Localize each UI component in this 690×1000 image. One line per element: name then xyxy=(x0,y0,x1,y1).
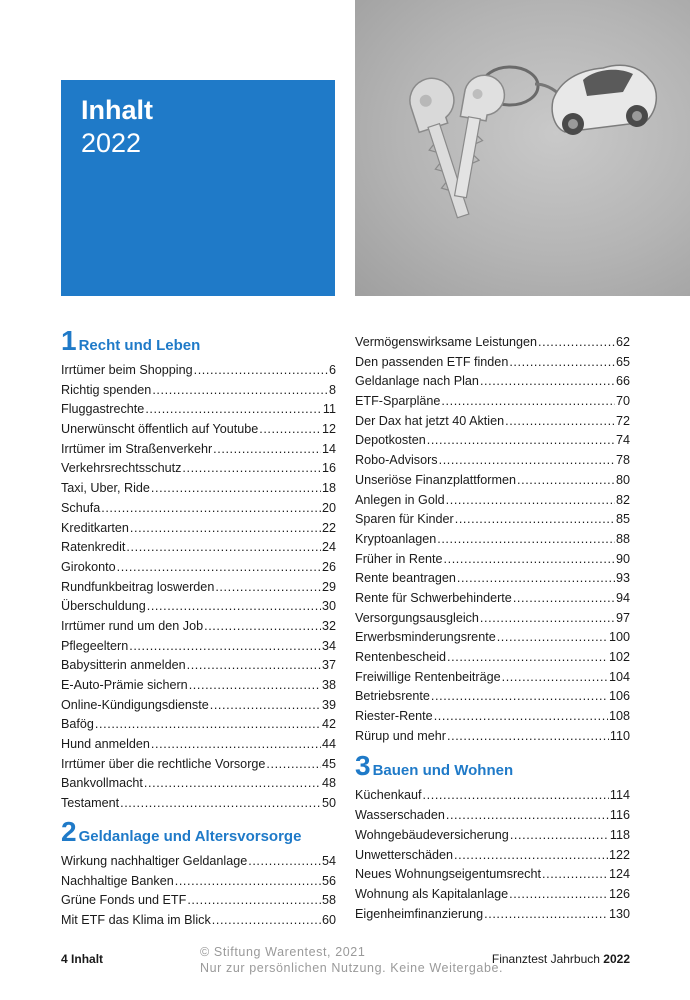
toc-entry-label: Kryptoanlagen xyxy=(355,531,437,546)
toc-entry-page: 97 xyxy=(615,610,630,625)
toc-entry[interactable] xyxy=(355,648,630,668)
toc-entry-page: 37 xyxy=(321,658,336,673)
dot-leader xyxy=(480,609,615,629)
toc-entry[interactable] xyxy=(355,392,630,412)
toc-entry-page: 38 xyxy=(321,678,336,692)
toc-entry-page: 32 xyxy=(321,618,336,633)
toc-entry-label: Verkehrsrechtsschutz xyxy=(61,461,182,476)
page-title: Inhalt xyxy=(81,95,153,125)
dot-leader xyxy=(213,440,321,460)
toc-entry-page: 8 xyxy=(328,382,336,397)
dot-leader xyxy=(437,530,615,550)
dot-leader xyxy=(446,491,615,511)
toc-entry-page: 90 xyxy=(615,551,630,566)
toc-entry[interactable] xyxy=(61,519,336,539)
watermark xyxy=(200,944,503,976)
dot-leader xyxy=(423,786,609,806)
section-number: 3 xyxy=(355,750,371,782)
toc-entry-page: 18 xyxy=(321,481,336,496)
toc-entry[interactable] xyxy=(355,628,630,648)
dot-leader xyxy=(484,905,608,925)
toc-entry-label: Kreditkarten xyxy=(61,520,129,535)
toc-entry-page: 45 xyxy=(321,756,336,771)
toc-entry-label: Betriebsrente xyxy=(355,689,430,704)
toc-entry-label: Riester-Rente xyxy=(355,709,433,724)
dot-leader xyxy=(182,459,321,479)
toc-entry-page: 14 xyxy=(321,441,336,456)
toc-entry[interactable] xyxy=(61,735,336,755)
toc-entry-label: Neues Wohnungseigentumsrecht xyxy=(355,867,541,882)
toc-entry-label: Irrtümer im Straßenverkehr xyxy=(61,441,213,456)
toc-entry[interactable] xyxy=(355,333,630,353)
toc-entry[interactable] xyxy=(355,786,630,806)
toc-entry-label: Nachhaltige Banken xyxy=(61,873,174,888)
car-keys-icon xyxy=(355,0,690,296)
footer-section: Inhalt xyxy=(71,952,104,966)
toc-entry[interactable] xyxy=(61,578,336,598)
toc-entry-label: Depotkosten xyxy=(355,433,426,448)
dot-leader xyxy=(513,589,615,609)
section-number: 2 xyxy=(61,815,77,847)
toc-entry[interactable] xyxy=(355,353,630,373)
toc-entry-page: 30 xyxy=(321,599,336,614)
toc-entry[interactable] xyxy=(61,852,336,872)
toc-entry-label: Rentenbescheid xyxy=(355,650,447,664)
dot-leader xyxy=(152,381,328,401)
dot-leader xyxy=(117,558,321,578)
toc-entry[interactable] xyxy=(355,412,630,432)
dot-leader xyxy=(248,852,321,872)
toc-entry-label: Versorgungsausgleich xyxy=(355,610,479,625)
toc-entry-label: Schufa xyxy=(61,500,101,515)
dot-leader xyxy=(497,628,608,648)
dot-leader xyxy=(431,687,608,707)
toc-entry-page: 124 xyxy=(608,867,630,882)
toc-entry-page: 48 xyxy=(321,776,336,791)
toc-entry-label: Früher in Rente xyxy=(355,551,443,566)
dot-leader xyxy=(538,333,615,353)
toc-entry[interactable] xyxy=(61,656,336,676)
toc-entry[interactable] xyxy=(355,668,630,688)
toc-entry-page: 11 xyxy=(322,402,336,417)
dot-leader xyxy=(454,846,608,866)
toc-entry[interactable] xyxy=(61,499,336,519)
toc-entry[interactable] xyxy=(355,826,630,846)
toc-entry[interactable] xyxy=(355,431,630,451)
toc-entry[interactable] xyxy=(61,755,336,775)
footer-publication: Finanztest Jahrbuch xyxy=(491,952,600,966)
toc-entry[interactable] xyxy=(61,400,336,420)
toc-entry-label: Grüne Fonds und ETF xyxy=(61,893,187,908)
toc-entry[interactable] xyxy=(61,558,336,578)
toc-entry[interactable] xyxy=(355,806,630,826)
toc-entry-label: Überschuldung xyxy=(61,599,146,614)
dot-leader xyxy=(439,451,615,471)
dot-leader xyxy=(126,538,321,558)
toc-entry-page: 39 xyxy=(321,697,336,712)
dot-leader xyxy=(144,774,321,794)
toc-entry-page: 16 xyxy=(321,461,336,476)
toc-entry-page: 94 xyxy=(615,590,630,605)
toc-entry[interactable] xyxy=(61,774,336,794)
toc-entry[interactable] xyxy=(61,891,336,911)
toc-entry-label: Babysitterin anmelden xyxy=(61,658,186,673)
dot-leader xyxy=(101,499,321,519)
dot-leader xyxy=(510,826,609,846)
toc-entry-page: 118 xyxy=(609,827,630,842)
toc-entry-page: 93 xyxy=(615,571,630,586)
toc-entry-label: Freiwillige Rentenbeiträge xyxy=(355,669,501,684)
toc-entry-page: 34 xyxy=(321,638,336,653)
section-heading xyxy=(355,752,630,780)
toc-entry[interactable] xyxy=(61,696,336,716)
section-title: Bauen und Wohnen xyxy=(372,762,514,780)
dot-leader xyxy=(480,372,615,392)
toc-entry-label: Rente für Schwerbehinderte xyxy=(355,590,512,605)
toc-entry-page: 100 xyxy=(608,630,630,645)
toc-entry-label: Küchenkauf xyxy=(355,788,422,803)
section-heading xyxy=(61,815,336,847)
toc-entry-label: Sparen für Kinder xyxy=(355,512,454,527)
toc-entry[interactable] xyxy=(355,510,630,530)
dot-leader xyxy=(457,569,615,589)
toc-entry[interactable] xyxy=(61,617,336,637)
watermark-line2: Nur zur persönlichen Nutzung. Keine Weitergabe. xyxy=(200,961,504,975)
toc-entry[interactable] xyxy=(61,381,336,401)
toc-entry[interactable] xyxy=(355,727,630,747)
section-title: Recht und Leben xyxy=(78,337,201,354)
toc-entry-page: 42 xyxy=(321,717,336,732)
toc-entry[interactable] xyxy=(61,597,336,617)
toc-entry-page: 126 xyxy=(608,886,630,901)
toc-entry-label: Eigenheimfinanzierung xyxy=(355,906,484,921)
toc-column-right xyxy=(355,333,630,924)
toc-entry[interactable] xyxy=(61,420,336,440)
car-keys-photo xyxy=(355,0,690,296)
toc-entry-label: Girokonto xyxy=(61,559,116,574)
toc-entry-label: Rürup und mehr xyxy=(355,728,447,743)
dot-leader xyxy=(212,911,321,931)
toc-entry-label: Online-Kündigungsdienste xyxy=(61,697,209,712)
dot-leader xyxy=(427,431,615,451)
toc-entry-label: Wohnung als Kapitalanlage xyxy=(355,886,509,901)
toc-entry-label: Pflegeeltern xyxy=(61,638,129,653)
toc-entry-page: 130 xyxy=(608,906,630,921)
dot-leader xyxy=(447,648,608,668)
dot-leader xyxy=(204,617,321,637)
toc-entry[interactable] xyxy=(355,471,630,491)
toc-entry[interactable] xyxy=(61,911,336,931)
toc-entry[interactable] xyxy=(61,538,336,558)
toc-entry-page: 110 xyxy=(609,728,630,743)
dot-leader xyxy=(187,656,321,676)
toc-entry-page: 85 xyxy=(615,512,630,527)
toc-entry-page: 60 xyxy=(321,912,336,927)
toc-entry-page: 116 xyxy=(609,808,630,823)
dot-leader xyxy=(517,471,615,491)
toc-entry-page: 29 xyxy=(321,579,336,594)
page-year: 2022 xyxy=(81,128,142,158)
toc-entry-label: Wohngebäudeversicherung xyxy=(355,827,509,842)
title-box xyxy=(61,80,335,296)
toc-column-left xyxy=(61,327,336,931)
dot-leader xyxy=(120,794,321,814)
toc-entry[interactable] xyxy=(355,550,630,570)
dot-leader xyxy=(259,420,321,440)
watermark-line1: © Stiftung Warentest, 2021 xyxy=(200,945,366,959)
section-heading xyxy=(61,327,336,355)
dot-leader xyxy=(129,637,321,657)
toc-entry-label: Geldanlage nach Plan xyxy=(355,374,479,389)
dot-leader xyxy=(444,550,615,570)
toc-entry-page: 50 xyxy=(321,796,336,811)
toc-entry-page: 82 xyxy=(615,492,630,507)
dot-leader xyxy=(455,510,615,530)
toc-entry-page: 6 xyxy=(328,363,336,377)
dot-leader xyxy=(542,865,608,885)
dot-leader xyxy=(266,755,321,775)
toc-entry-page: 56 xyxy=(321,873,336,888)
toc-entry-page: 74 xyxy=(615,433,630,448)
toc-entry-page: 72 xyxy=(615,413,630,428)
toc-entry-label: Fluggastrechte xyxy=(61,402,145,417)
toc-entry-page: 70 xyxy=(615,394,630,409)
toc-entry-label: Anlegen in Gold xyxy=(355,492,445,507)
section-title: Geldanlage und Altersvorsorge xyxy=(78,827,302,845)
toc-entry-label: Rente beantragen xyxy=(355,571,456,586)
dot-leader xyxy=(130,519,321,539)
toc-entry-label: Den passenden ETF finden xyxy=(355,354,509,369)
dot-leader xyxy=(187,891,321,911)
toc-entry-label: Irrtümer über die rechtliche Vorsorge xyxy=(61,756,266,771)
toc-entry[interactable] xyxy=(355,451,630,471)
dot-leader xyxy=(145,400,322,420)
toc-entry[interactable] xyxy=(355,491,630,511)
dot-leader xyxy=(151,735,321,755)
toc-entry-page: 108 xyxy=(608,709,630,724)
toc-entry[interactable] xyxy=(61,794,336,814)
toc-entry[interactable] xyxy=(61,872,336,892)
toc-entry-page: 65 xyxy=(615,354,630,369)
toc-entry-label: Irrtümer rund um den Job xyxy=(61,618,204,633)
toc-entry-page: 66 xyxy=(615,374,630,389)
dot-leader xyxy=(447,727,609,747)
section-number: 1 xyxy=(61,325,77,356)
toc-entry-page: 26 xyxy=(321,559,336,574)
toc-entry-page: 12 xyxy=(321,422,336,437)
dot-leader xyxy=(215,578,321,598)
toc-entry[interactable] xyxy=(61,715,336,735)
toc-entry[interactable] xyxy=(61,440,336,460)
toc-entry-label: Unerwünscht öffentlich auf Youtube xyxy=(61,422,259,437)
toc-entry[interactable] xyxy=(355,905,630,925)
toc-entry-label: Unwetterschäden xyxy=(355,847,454,862)
toc-entry[interactable] xyxy=(355,569,630,589)
toc-entry-label: Hund anmelden xyxy=(61,737,150,752)
toc-entry[interactable] xyxy=(355,885,630,905)
toc-entry[interactable] xyxy=(355,687,630,707)
dot-leader xyxy=(509,353,615,373)
dot-leader xyxy=(194,361,328,381)
toc-entry-label: Bankvollmacht xyxy=(61,776,143,791)
toc-entry-label: Taxi, Uber, Ride xyxy=(61,481,150,496)
toc-entry-page: 88 xyxy=(615,531,630,546)
toc-entry-label: Mit ETF das Klima im Blick xyxy=(61,912,211,927)
toc-entry[interactable] xyxy=(355,707,630,727)
dot-leader xyxy=(502,668,608,688)
toc-entry[interactable] xyxy=(61,361,336,381)
toc-entry[interactable] xyxy=(61,459,336,479)
toc-entry-page: 104 xyxy=(608,669,630,684)
toc-entry-label: Irrtümer beim Shopping xyxy=(61,363,193,377)
dot-leader xyxy=(189,676,321,696)
toc-entry-page: 22 xyxy=(321,520,336,535)
toc-entry-label: ETF-Sparpläne xyxy=(355,394,441,409)
toc-entry-label: Wirkung nachhaltiger Geldanlage xyxy=(61,853,248,868)
toc-entry-label: Bafög xyxy=(61,717,94,732)
toc-entry-page: 122 xyxy=(608,847,630,862)
toc-entry-label: Ratenkredit xyxy=(61,540,126,555)
toc-entry[interactable] xyxy=(61,637,336,657)
dot-leader xyxy=(95,715,321,735)
toc-entry-label: Robo-Advisors xyxy=(355,453,438,468)
dot-leader xyxy=(446,806,609,826)
dot-leader xyxy=(210,696,321,716)
footer-year: 2022 xyxy=(603,952,630,966)
toc-entry[interactable] xyxy=(355,530,630,550)
toc-entry-page: 102 xyxy=(608,650,630,664)
toc-entry-page: 54 xyxy=(321,853,336,868)
dot-leader xyxy=(151,479,321,499)
footer-left xyxy=(61,952,103,966)
toc-entry-label: Testament xyxy=(61,796,120,811)
toc-entry[interactable] xyxy=(355,846,630,866)
toc-entry-page: 20 xyxy=(321,500,336,515)
toc-entry-page: 106 xyxy=(608,689,630,704)
toc-entry-page: 80 xyxy=(615,472,630,487)
dot-leader xyxy=(434,707,608,727)
toc-entry-page: 24 xyxy=(321,540,336,555)
toc-entry-page: 58 xyxy=(321,893,336,908)
toc-entry-page: 114 xyxy=(609,788,630,803)
toc-entry-label: Vermögenswirksame Leistungen xyxy=(355,335,538,349)
toc-entry-label: Unseriöse Finanzplattformen xyxy=(355,472,516,487)
dot-leader xyxy=(147,597,321,617)
toc-entry-label: E-Auto-Prämie sichern xyxy=(61,678,188,692)
toc-entry[interactable] xyxy=(355,865,630,885)
footer-right xyxy=(492,952,630,966)
toc-entry[interactable] xyxy=(61,479,336,499)
toc-entry[interactable] xyxy=(355,372,630,392)
dot-leader xyxy=(441,392,615,412)
toc-entry-page: 44 xyxy=(321,737,336,752)
toc-entry-label: Rundfunkbeitrag loswerden xyxy=(61,579,215,594)
dot-leader xyxy=(509,885,608,905)
toc-entry-page: 62 xyxy=(615,335,630,349)
dot-leader xyxy=(175,872,321,892)
toc-entry-label: Der Dax hat jetzt 40 Aktien xyxy=(355,413,505,428)
toc-entry[interactable] xyxy=(61,676,336,696)
toc-entry-label: Erwerbsminderungsrente xyxy=(355,630,496,645)
toc-entry[interactable] xyxy=(355,589,630,609)
toc-entry-page: 78 xyxy=(615,453,630,468)
footer-page-number: 4 xyxy=(61,952,68,966)
toc-entry[interactable] xyxy=(355,609,630,629)
toc-entry-label: Wasserschaden xyxy=(355,808,445,823)
toc-entry-label: Richtig spenden xyxy=(61,382,152,397)
dot-leader xyxy=(505,412,615,432)
